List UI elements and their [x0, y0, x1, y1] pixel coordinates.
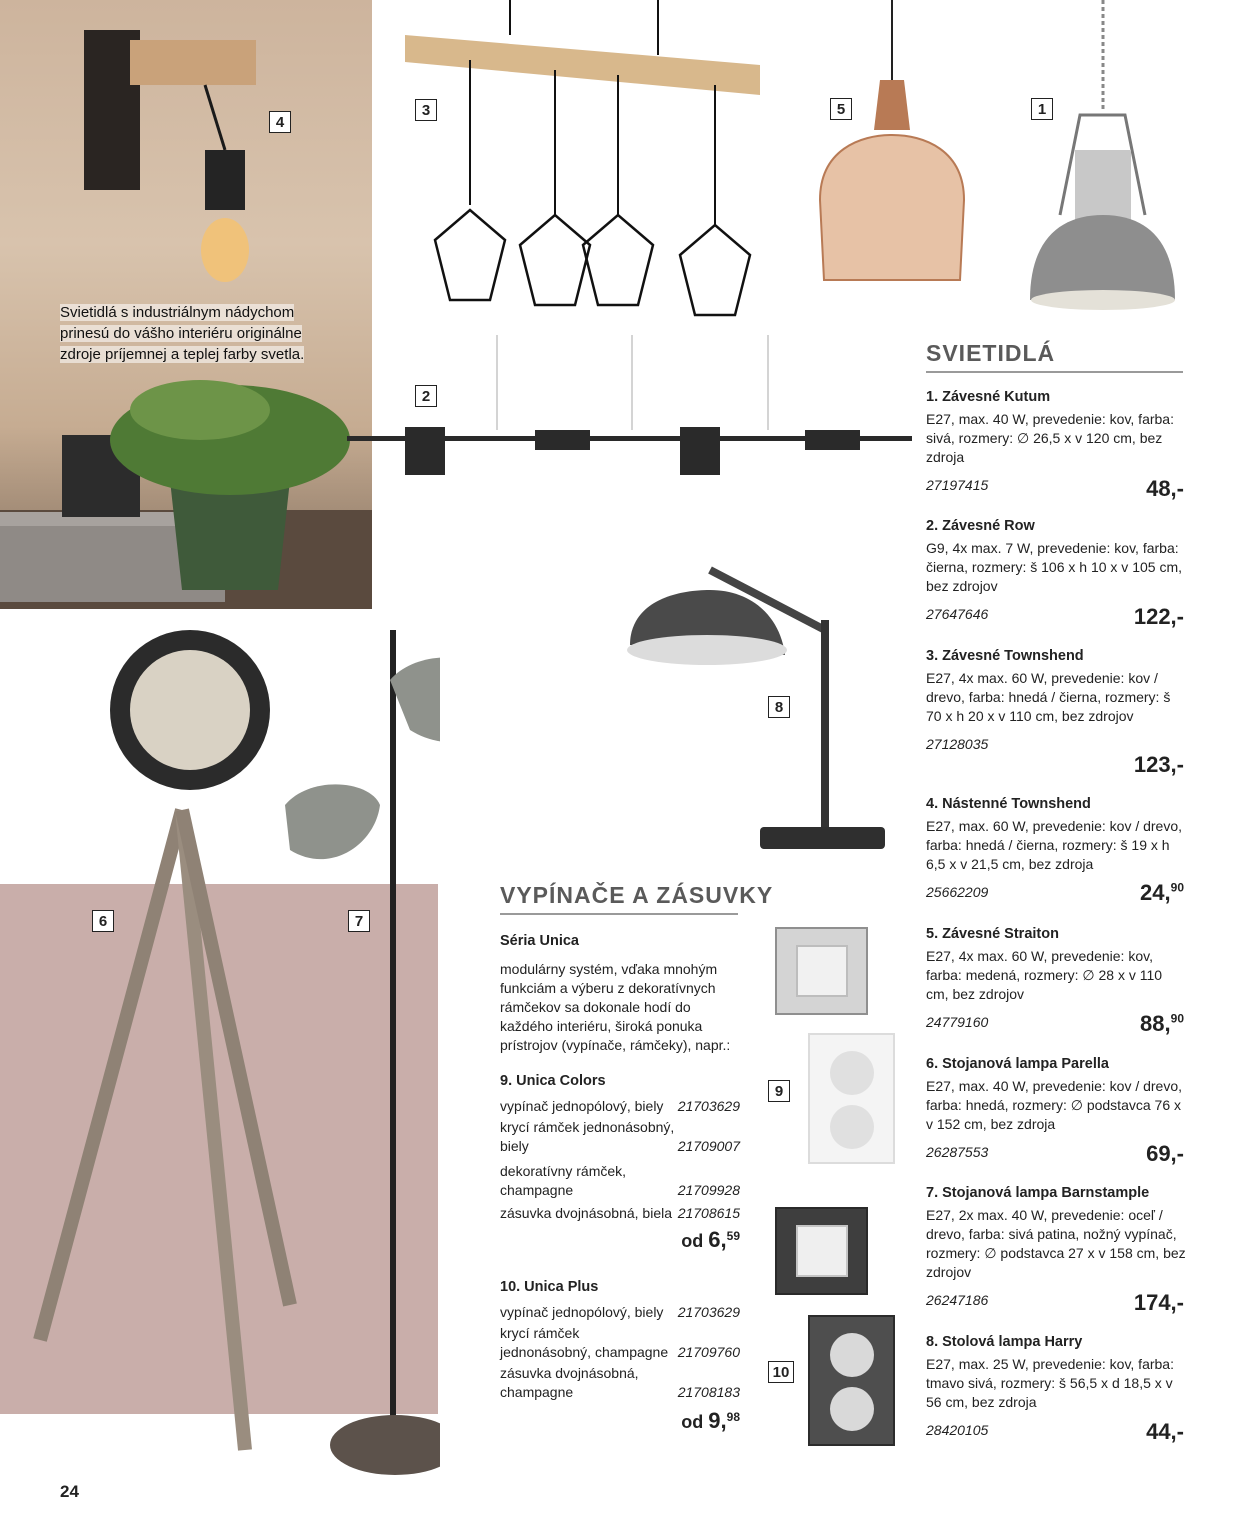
product-code: 27128035 [926, 736, 989, 752]
price-parella: 69,- [1146, 1141, 1184, 1166]
item-code: 21708183 [677, 1384, 740, 1400]
price-townshend-wall [1140, 880, 1184, 906]
label-7: 7 [348, 910, 370, 932]
item-label: zásuvka dvojnásobná, biela [500, 1205, 673, 1221]
harry-table-lamp-image [620, 515, 895, 855]
list-item [500, 1324, 740, 1362]
product-name: 1. Závesné Kutum [926, 389, 1051, 405]
product-code: 26287553 [926, 1144, 989, 1160]
item-label: champagne [500, 1182, 574, 1198]
parella-barnstample-lamps-image [30, 630, 440, 1480]
price-main: 6, [708, 1227, 727, 1252]
unica-plus-price [500, 1408, 740, 1432]
product-desc: E27, max. 25 W, prevedenie: kov, farba: tmavo sivá, rozmery: š 56,5 x d 18,5 x v 56 cm, bez zdroja [926, 1356, 1174, 1410]
price-straiton [1140, 1011, 1184, 1037]
label-2: 2 [415, 385, 437, 407]
price-main: 9, [708, 1408, 727, 1433]
intro-line-2: prinesú do vášho interiéru originálne [60, 325, 302, 342]
intro-line-3: zdroje príjemnej a teplej farby svetla. [60, 346, 305, 363]
list-item [500, 1118, 740, 1156]
unica-plus-socket-image [808, 1315, 895, 1446]
item-code: 21709928 [677, 1182, 740, 1198]
product-desc: E27, 2x max. 40 W, prevedenie: oceľ / drevo, farba: sivá patina, nožný vypínač, rozmery: ∅ podstavca 27 x v 158 cm, bez zdrojov [926, 1207, 1186, 1280]
price-sup: 59 [726, 1229, 740, 1243]
list-item [500, 1162, 740, 1200]
list-item [500, 1364, 740, 1402]
price-row: 122,- [1133, 604, 1184, 629]
intro-text [60, 302, 320, 365]
unica-colors-frame-image [775, 927, 868, 1015]
series-desc: modulárny systém, vďaka mnohým funkciám a výberu z dekoratívnych rámčekov sa dokonale hodí do každého interiéru, široká ponuka prístrojov (vypínače, rámčeky), napr.: [500, 961, 731, 1053]
switches-title-rule [500, 913, 738, 915]
series-title: Séria Unica [500, 933, 579, 949]
price-sup: 98 [726, 1410, 740, 1424]
product-name: 2. Závesné Row [926, 518, 1035, 534]
price-sup: 90 [1170, 1011, 1184, 1026]
item-label: dekoratívny rámček, [500, 1163, 627, 1179]
price-from: od [681, 1231, 704, 1251]
product-name: 5. Závesné Straiton [926, 926, 1059, 942]
unica-plus-switch-image [775, 1207, 868, 1295]
item-code: 21703629 [677, 1098, 740, 1114]
label-5: 5 [830, 98, 852, 120]
product-townshend-pendant [926, 647, 1186, 754]
item-label: zásuvka dvojnásobná, [500, 1365, 639, 1381]
price-main: 88, [1140, 1011, 1171, 1036]
label-4: 4 [269, 111, 291, 133]
price-townshend-pendant: 123,- [1133, 752, 1184, 777]
straiton-pendant-image [800, 0, 980, 290]
unica-colors-block [500, 1071, 740, 1251]
item-label: vypínač jednopólový, biely [500, 1098, 664, 1114]
label-10: 10 [768, 1361, 794, 1383]
product-code: 24779160 [926, 1014, 989, 1030]
unica-colors-price [500, 1227, 740, 1251]
lights-title-rule [926, 371, 1183, 373]
price-main: 24, [1140, 880, 1171, 905]
product-desc: E27, max. 40 W, prevedenie: kov / drevo, farba: hnedá, rozmery: ∅ podstavca 76 x v 152 cm, bez zdroja [926, 1078, 1183, 1132]
product-desc: E27, 4x max. 60 W, prevedenie: kov / drevo, farba: hnedá / čierna, rozmery: š 70 x h 20 x v 110 cm, bez zdrojov [926, 670, 1171, 724]
price-harry: 44,- [1146, 1419, 1184, 1444]
item-code: 21709007 [677, 1138, 740, 1154]
intro-line-1: Svietidlá s industriálnym nádychom [60, 304, 295, 321]
unica-plus-block [500, 1277, 740, 1432]
item-code: 21703629 [677, 1304, 740, 1320]
unica-plus-title: 10. Unica Plus [500, 1279, 599, 1295]
price-from: od [681, 1412, 704, 1432]
kutum-pendant-image [1020, 0, 1180, 320]
label-9: 9 [768, 1080, 790, 1102]
price-barnstample: 174,- [1133, 1290, 1184, 1315]
label-8: 8 [768, 696, 790, 718]
product-name: 3. Závesné Townshend [926, 648, 1084, 664]
product-name: 4. Nástenné Townshend [926, 796, 1091, 812]
product-code: 25662209 [926, 884, 989, 900]
list-item [500, 1204, 740, 1223]
item-label: krycí rámček [500, 1325, 580, 1341]
label-6: 6 [92, 910, 114, 932]
product-code: 27647646 [926, 606, 989, 622]
list-item [500, 1303, 740, 1322]
product-code: 28420105 [926, 1422, 989, 1438]
switches-section-title: VYPÍNAČE A ZÁSUVKY [500, 882, 774, 908]
product-desc: E27, max. 60 W, prevedenie: kov / drevo, farba: hnedá / čierna, rozmery: š 19 x h 6,5 x v 21,5 cm, bez zdroja [926, 818, 1183, 872]
unica-series-block [500, 931, 740, 1055]
page-number: 24 [60, 1482, 79, 1501]
price-sup: 90 [1170, 880, 1184, 895]
item-label: biely [500, 1138, 529, 1154]
product-name: 8. Stolová lampa Harry [926, 1334, 1083, 1350]
price-kutum: 48,- [1146, 476, 1184, 501]
item-label: vypínač jednopólový, biely [500, 1304, 664, 1320]
product-code: 27197415 [926, 477, 989, 493]
product-name: 6. Stojanová lampa Parella [926, 1056, 1109, 1072]
item-code: 21709760 [677, 1344, 740, 1360]
product-desc: E27, 4x max. 60 W, prevedenie: kov, farba: medená, rozmery: ∅ 28 x v 110 cm, bez zdrojov [926, 948, 1163, 1002]
product-desc: G9, 4x max. 7 W, prevedenie: kov, farba: čierna, rozmery: š 106 x h 10 x v 105 cm, bez zdrojov [926, 540, 1182, 594]
item-label: krycí rámček jednonásobný, [500, 1119, 675, 1135]
townshend-pendant-image [400, 0, 770, 320]
item-code: 21708615 [677, 1205, 740, 1221]
label-1: 1 [1031, 98, 1053, 120]
product-name: 7. Stojanová lampa Barnstample [926, 1185, 1150, 1201]
product-code: 26247186 [926, 1292, 989, 1308]
list-item [500, 1097, 740, 1116]
label-3: 3 [415, 99, 437, 121]
item-label: champagne [500, 1384, 574, 1400]
product-desc: E27, max. 40 W, prevedenie: kov, farba: sivá, rozmery: ∅ 26,5 x v 120 cm, bez zdroja [926, 411, 1174, 465]
lights-section-title: SVIETIDLÁ [926, 340, 1056, 366]
unica-colors-title: 9. Unica Colors [500, 1073, 606, 1089]
unica-colors-socket-image [808, 1033, 895, 1164]
item-label: jednonásobný, champagne [500, 1344, 669, 1360]
